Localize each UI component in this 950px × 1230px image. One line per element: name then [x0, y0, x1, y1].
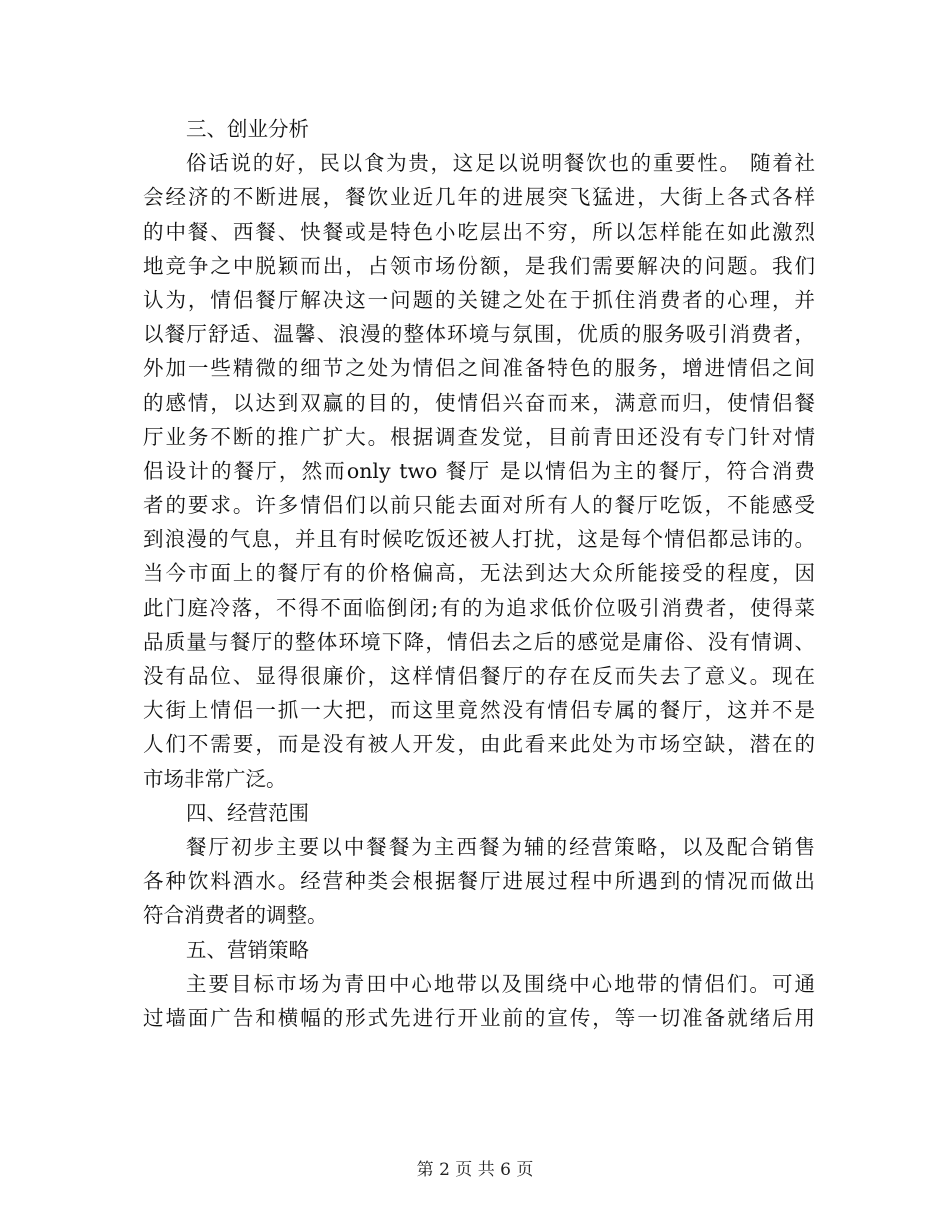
text-line: 市场非常广泛。: [143, 766, 287, 791]
text-line: 餐厅初步主要以中餐餐为主西餐为辅的经营策略，以及配合销售: [186, 834, 815, 859]
text-line: 者的要求。许多情侣们以前只能去面对所有人的餐厅吃饭，不能感受: [143, 493, 815, 518]
text-line: 的感情，以达到双赢的目的，使情侣兴奋而来，满意而归，使情侣餐: [143, 390, 815, 415]
text-line: 以餐厅舒适、温馨、浪漫的整体环境与氛围，优质的服务吸引消费者，: [143, 322, 815, 347]
text-line: 的中餐、西餐、快餐或是特色小吃层出不穷，所以怎样能在如此激烈: [143, 219, 815, 244]
text-line: 五、营销策略: [186, 937, 309, 962]
text-line: 大街上情侣一抓一大把，而这里竟然没有情侣专属的餐厅，这并不是: [143, 698, 815, 723]
text-line: 俗话说的好，民以食为贵，这足以说明餐饮也的重要性。 随着社: [186, 151, 815, 176]
text-line: 当今市面上的餐厅有的价格偏高，无法到达大众所能接受的程度，因: [143, 561, 815, 586]
text-line: 外加一些精微的细节之处为情侣之间准备特色的服务，增进情侣之间: [143, 356, 815, 381]
text-line: 过墙面广告和横幅的形式先进行开业前的宣传，等一切准备就绪后用: [143, 1005, 815, 1030]
text-line: 三、创业分析: [186, 117, 309, 141]
text-line: 符合消费者的调整。: [143, 903, 328, 928]
text-line: 认为，情侣餐厅解决这一问题的关键之处在于抓住消费者的心理，并: [143, 287, 815, 312]
text-line: 主要目标市场为青田中心地带以及围绕中心地带的情侣们。可通: [186, 971, 815, 996]
text-line: 各种饮料酒水。经营种类会根据餐厅进展过程中所遇到的情况而做出: [143, 869, 815, 894]
text-line: 地竞争之中脱颖而出，占领市场份额，是我们需要解决的问题。我们: [143, 253, 815, 278]
text-line: 此门庭冷落，不得不面临倒闭;有的为追求低价位吸引消费者，使得菜: [143, 595, 815, 620]
text-line: 侣设计的餐厅，然而only two 餐厅 是以情侣为主的餐厅，符合消费: [143, 458, 815, 483]
text-line: 品质量与餐厅的整体环境下降，情侣去之后的感觉是庸俗、没有情调、: [143, 629, 815, 654]
text-line: 会经济的不断进展，餐饮业近几年的进展突飞猛进，大街上各式各样: [143, 185, 815, 210]
text-line: 人们不需要，而是没有被人开发，由此看来此处为市场空缺，潜在的: [143, 732, 815, 757]
page-footer: 第 2 页 共 6 页: [416, 1160, 534, 1180]
document-body: [143, 112, 815, 1035]
text-line: 没有品位、显得很廉价，这样情侣餐厅的存在反而失去了意义。现在: [143, 664, 815, 688]
text-line: 厅业务不断的推广扩大。根据调查发觉，目前青田还没有专门针对情: [143, 424, 815, 449]
text-line: 到浪漫的气息，并且有时候吃饭还被人打扰，这是每个情侣都忌讳的。: [143, 527, 815, 552]
text-line: 四、经营范围: [186, 800, 309, 825]
